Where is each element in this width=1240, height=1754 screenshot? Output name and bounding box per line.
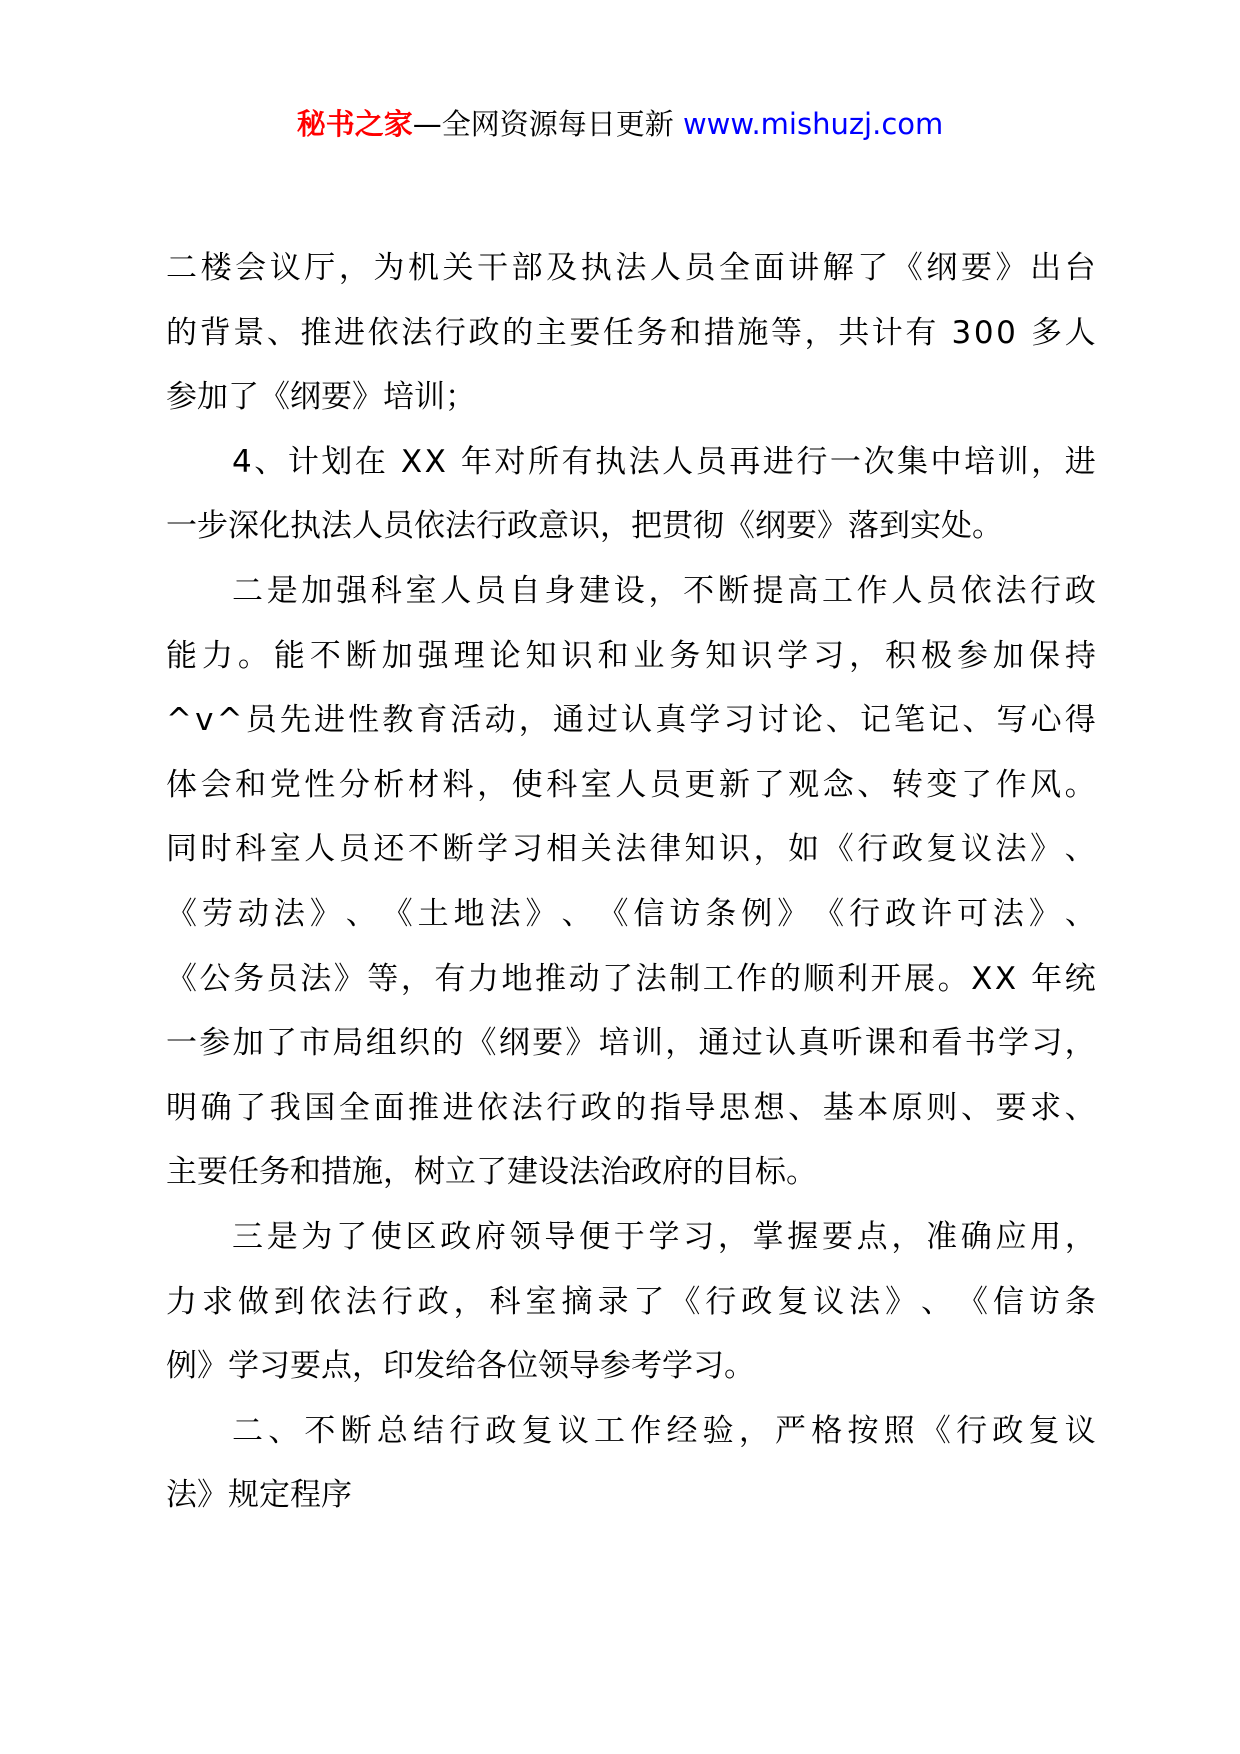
text-line: 法》规定程序 [166, 1477, 352, 1514]
text-line: 二 楼 会 议 厅 ， 为 机 关 干 部 及 执 法 人 员 全 面 讲 解 了 《 纲 要 》 出 台 [166, 250, 1096, 286]
text-line: 三 是 为 了 使 区 政 府 领 导 便 于 学 习 ， 掌 握 要 点 ， 准 确 应 用 ， [232, 1218, 1096, 1255]
site-tagline: —全网资源每日更新 [412, 107, 674, 141]
text-line: 二 是 加 强 科 室 人 员 自 身 建 设 ， 不 断 提 高 工 作 人 员 依 法 行 政 [232, 572, 1096, 609]
page-header [0, 104, 1240, 144]
text-line: 体 会 和 党 性 分 析 材 料 ， 使 科 室 人 员 更 新 了 观 念 、 转 变 了 作 风 。 [166, 766, 1096, 803]
text-line: 参加了《纲要》培训； [166, 379, 476, 416]
text-line: 能 力 。 能 不 断 加 强 理 论 知 识 和 业 务 知 识 学 习 ， 积 极 参 加 保 持 [166, 637, 1096, 674]
text-line: 《 公 务 员 法 》 等 ， 有 力 地 推 动 了 法 制 工 作 的 顺 利 开 展 。 X X 年 统 [166, 960, 1096, 997]
text-line: 《 劳 动 法 》 、 《 土 地 法 》 、 《 信 访 条 例 》 《 行 政 许 可 法 》 、 [166, 895, 1096, 932]
text-line: 同 时 科 室 人 员 还 不 断 学 习 相 关 法 律 知 识 ， 如 《 行 政 复 议 法 》 、 [166, 831, 1096, 868]
text-line: 一 参 加 了 市 局 组 织 的 《 纲 要 》 培 训 ， 通 过 认 真 听 课 和 看 书 学 习 ， [166, 1025, 1096, 1062]
text-line: 的 背 景 、 推 进 依 法 行 政 的 主 要 任 务 和 措 施 等 ， 共 计 有 3 0 0 多 人 [166, 314, 1096, 351]
text-line: 明 确 了 我 国 全 面 推 进 依 法 行 政 的 指 导 思 想 、 基 本 原 则 、 要 求 、 [166, 1089, 1096, 1126]
site-url-link[interactable]: www.mishuzj.com [682, 107, 944, 141]
text-line: 力 求 做 到 依 法 行 政 ， 科 室 摘 录 了 《 行 政 复 议 法 》 、 《 信 访 条 [166, 1283, 1096, 1320]
document-body [166, 236, 1096, 1528]
site-brand: 秘书之家 [296, 107, 413, 141]
text-line: 二 、 不 断 总 结 行 政 复 议 工 作 经 验 ， 严 格 按 照 《 行 政 复 议 [232, 1412, 1096, 1449]
text-line: 4 、 计 划 在 X X 年 对 所 有 执 法 人 员 再 进 行 一 次 集 中 培 训 ， 进 [232, 443, 1096, 480]
text-line: ^ v ^ 员 先 进 性 教 育 活 动 ， 通 过 认 真 学 习 讨 论 、 记 笔 记 、 写 心 得 [166, 702, 1096, 739]
text-line: 主要任务和措施，树立了建设法治政府的目标。 [166, 1154, 817, 1191]
text-line: 例》学习要点，印发给各位领导参考学习。 [166, 1348, 755, 1385]
text-line: 一步深化执法人员依法行政意识，把贯彻《纲要》落到实处。 [166, 508, 1003, 545]
